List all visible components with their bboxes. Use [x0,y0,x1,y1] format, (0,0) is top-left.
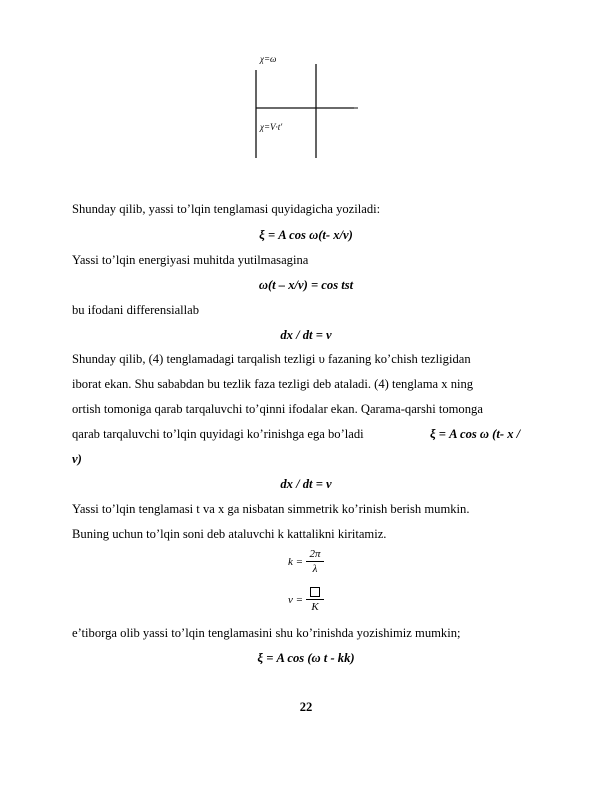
equation-5: dx / dt = v [280,477,332,491]
paragraph-1: Shunday qilib, yassi to’lqin tenglamasi quyidagicha yoziladi: [72,202,381,216]
equation-4-part-a: ξ = A cos ω (t- x / [430,427,521,441]
formula-v-bar [306,599,324,600]
paragraph-3: bu ifodani differensiallab [72,303,200,317]
paragraph-5-line-2: Buning uchun to’lqin soni deb ataluvchi k kattalikni kiritamiz. [72,527,387,541]
equation-6: ξ = A cos (ω t - kk) [257,651,355,665]
formula-v-denominator: K [311,601,319,613]
axis-sketch-figure [250,50,360,162]
paragraph-6: e’tiborga olib yassi to’lqin tenglamasini shu ko’rinishda yozishimiz mumkin; [72,626,461,640]
formula-k-bar [306,561,324,562]
formula-k-numerator: 2π [309,548,321,560]
axis-sketch-svg [250,50,360,162]
paragraph-5-line-1: Yassi to’lqin tenglamasi t va x ga nisbatan simmetrik ko’rinish berish mumkin. [72,502,470,516]
formula-k-lhs: k = [288,556,304,568]
equation-1: ξ = A cos ω(t- x/v) [259,228,353,242]
paragraph-4-line-4 [72,426,540,442]
paragraph-4-line-3: ortish tomoniga qarab tarqaluvchi to’qinni ifodalar ekan. Qarama-qarshi tomonga [72,402,483,416]
sketch-top-label: χ=ω [260,54,277,64]
sketch-bottom-label: χ=V·t' [260,122,283,132]
paragraph-4-line-4-text: qarab tarqaluvchi to’lqin quyidagi ko’rinishga ega bo’ladi [72,427,364,441]
paragraph-4-line-2: iborat ekan. Shu sababdan bu tezlik faza tezligi deb ataladi. (4) tenglama x ning [72,377,474,391]
equation-4-part-b: v) [72,452,82,466]
page-number: 22 [299,700,313,714]
equation-2: ω(t – x/v) = cos tst [258,278,354,292]
equation-3: dx / dt = v [280,328,332,342]
missing-glyph-box [310,587,320,597]
paragraph-4-line-1: Shunday qilib, (4) tenglamadagi tarqalish tezligi υ fazaning ko’chish tezligidan [72,352,471,366]
formula-v-numerator [308,586,322,598]
paragraph-2: Yassi to’lqin energiyasi muhitda yutilmasagina [72,253,309,267]
formula-k-denominator: λ [312,563,318,575]
formula-v-lhs: v = [288,594,304,606]
